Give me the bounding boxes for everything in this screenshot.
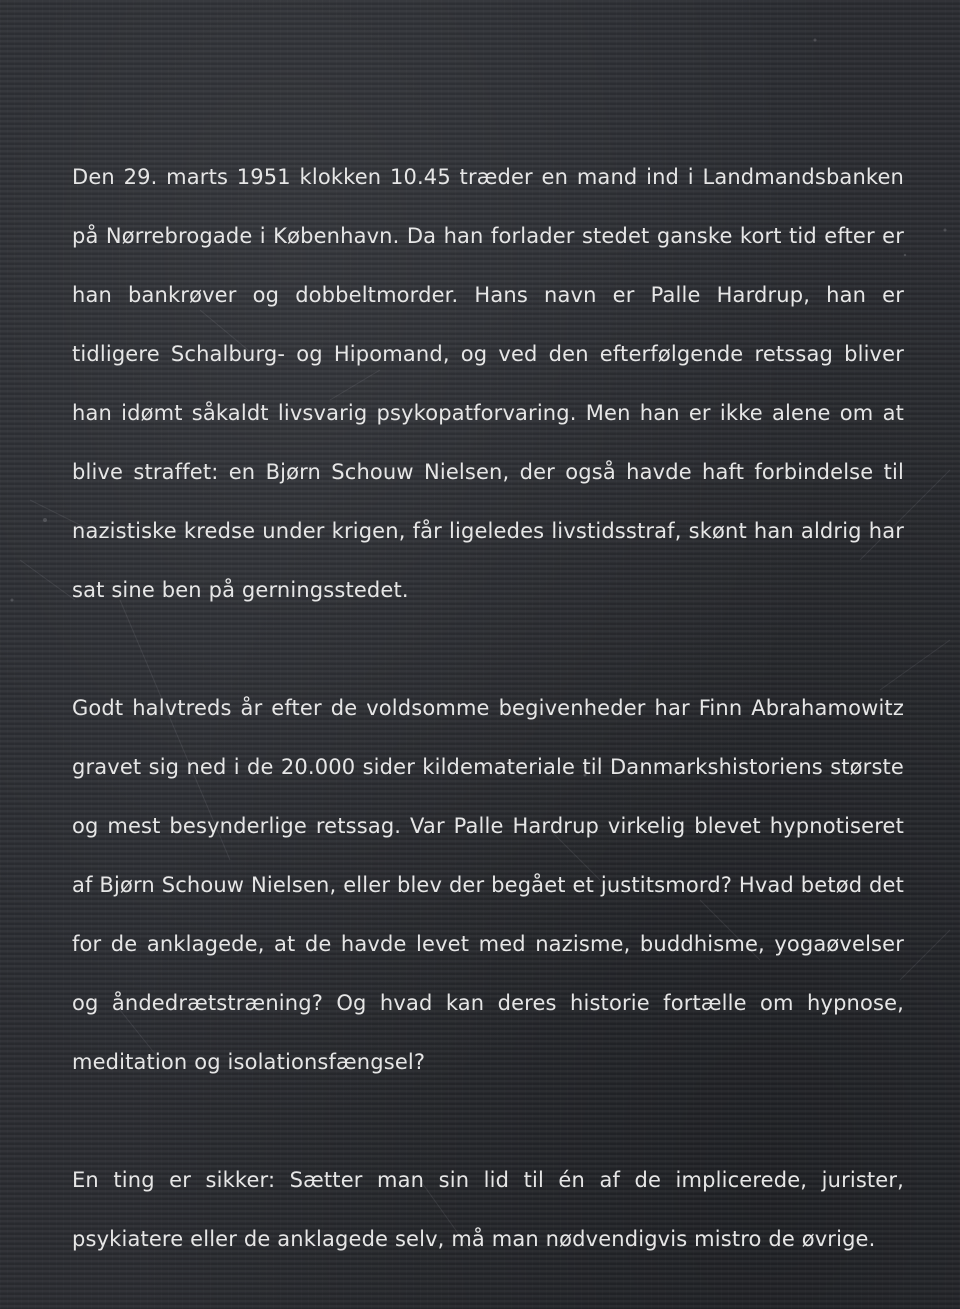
blurb-paragraph-research: Godt halvtreds år efter de voldsomme begivenheder har Finn Abrahamowitz gravet sig ned i de 20.000 sider kildemateriale til Danmarkshistoriens største og mest besynderlige retssag. Var Palle Hardrup virkelig blevet hypnotiseret af Bjørn Schouw Nielsen, eller blev der begået et justitsmord? Hvad betød det for de anklagede, at de havde levet med nazisme, buddhisme, yogaøvelser og åndedrætstræning? Og hvad kan deres historie fortælle om hypnose, meditation og isolationsfængsel? [72,696,904,1074]
back-cover-blurb [72,148,904,1269]
blurb-paragraph-intro: Den 29. marts 1951 klokken 10.45 træder en mand ind i Landmandsbanken på Nørrebrogade i København. Da han forlader stedet ganske kort tid efter er han bankrøver og dobbeltmorder. Hans navn er Palle Hardrup, han er tidligere Schalburg- og Hipomand, og ved den efterfølgende retssag bliver han idømt såkaldt livsvarig psykopatforvaring. Men han er ikke alene om at blive straffet: en Bjørn Schouw Nielsen, der også havde haft forbindelse til nazistiske kredse under krigen, får ligeledes livstidsstraf, skønt han aldrig har sat sine ben på gerningsstedet. [72,165,904,602]
blurb-paragraph-conclusion: En ting er sikker: Sætter man sin lid til én af de implicerede, jurister, psykiatere eller de anklagede selv, må man nødvendigvis mistro de øvrige. [72,1168,904,1251]
